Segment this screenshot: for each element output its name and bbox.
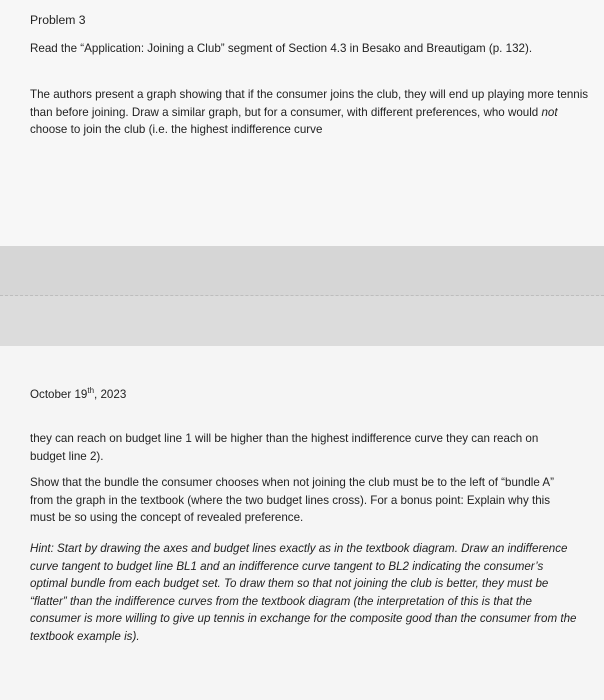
date-suffix: , 2023 [94,388,127,401]
page-break-gap [0,246,604,346]
problem-description [30,86,590,139]
problem-intro: Read the “Application: Joining a Club” segment of Section 4.3 in Besako and Breautigam (p. 132). [30,42,533,55]
description-text: The authors present a graph showing that if the consumer joins the club, they will end up playing more tennis than before joining. Draw a similar graph, but for a consumer, with different preferences, who would [30,88,589,119]
date-prefix: October 19 [30,388,88,401]
problem-title: Problem 3 [30,13,86,27]
page-top-section [0,0,604,246]
footer-date [30,386,126,404]
description-tail: choose to join the club (i.e. the highest indifference curve [30,123,323,136]
hint-text: Hint: Start by drawing the axes and budget lines exactly as in the textbook diagram. Draw an indifference curve tangent to budget line BL1 and an indifference curve tangent to BL2 indicating the consumer’s optimal bundle from each budget set. To draw them so that not joining the club is better, they must be “flatter” than the indifference curves from the textbook diagram (the interpretation of this is that the consumer is more willing to give up tennis in exchange for the composite good than the consumer from the textbook example is). [30,542,577,643]
date-ordinal: th [87,386,95,396]
show-that-text: Show that the bundle the consumer chooses when not joining the club must be to the left of “bundle A” from the graph in the textbook (where the two budget lines cross). For a bonus point: Explain why this must be so using the concept of revealed preference. [30,476,554,524]
description-emphasis: not [541,105,558,119]
page-shadow-top [0,246,604,296]
page-break-divider [0,295,604,296]
continuation-text: they can reach on budget line 1 will be higher than the highest indifference curve they can reach on budget line 2). [30,432,539,463]
